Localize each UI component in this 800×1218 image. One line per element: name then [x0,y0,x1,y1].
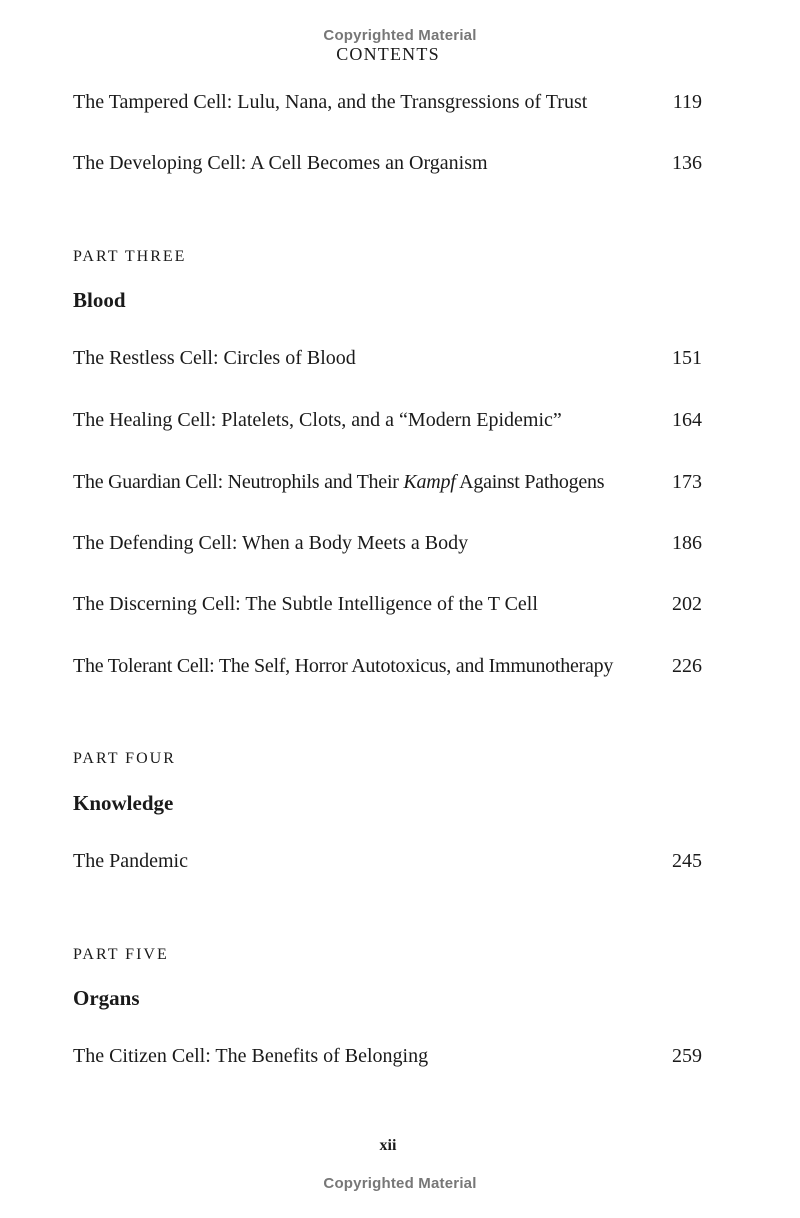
toc-entry-page: 151 [672,347,702,369]
part-five-label: PART FIVE [73,946,169,963]
toc-entry [73,848,702,874]
toc-entry-page: 173 [672,471,702,493]
toc-entry-title-end: Against Pathogens [455,471,605,493]
part-four-title: Knowledge [73,791,174,815]
toc-entry-title-start: The Guardian Cell: Neutrophils and Their [73,471,404,493]
running-head: CONTENTS [336,44,440,64]
part-three-label: PART THREE [73,248,187,265]
toc-entry [73,407,702,433]
toc-entry-title-emphasis: Kampf [403,471,456,493]
copyright-watermark-top: Copyrighted Material [323,27,477,44]
toc-entry-title: The Tolerant Cell: The Self, Horror Autotoxicus, and Immunotherapy [73,655,614,677]
part-five-title: Organs [73,986,140,1010]
toc-entry [73,530,702,556]
toc-entry-title: The Pandemic [73,850,188,872]
toc-entry-title: The Tampered Cell: Lulu, Nana, and the Transgressions of Trust [73,91,588,113]
toc-entry-page: 136 [672,152,702,174]
toc-entry-title: The Defending Cell: When a Body Meets a Body [73,532,469,554]
toc-entry-page: 226 [672,655,702,677]
toc-entry-page: 164 [672,409,702,431]
toc-entry-page: 202 [672,593,702,615]
toc-entry-title: The Discerning Cell: The Subtle Intelligence of the T Cell [73,593,538,615]
toc-entry-title: The Citizen Cell: The Benefits of Belonging [73,1045,429,1067]
toc-entry-title: The Developing Cell: A Cell Becomes an Organism [73,152,488,174]
part-four-label: PART FOUR [73,750,176,767]
part-three-title: Blood [73,288,126,312]
toc-entry [73,150,702,176]
toc-entry [73,89,702,115]
toc-entry [73,591,702,617]
toc-entry [73,653,702,679]
toc-entry-page: 119 [672,91,702,113]
toc-entry [73,1043,702,1069]
toc-entry-title: The Restless Cell: Circles of Blood [73,347,356,369]
page-number: xii [379,1137,397,1154]
toc-entry-page: 186 [672,532,702,554]
toc-entry-title [73,469,604,495]
toc-entry-page: 245 [672,850,702,872]
copyright-watermark-bottom: Copyrighted Material [323,1175,477,1192]
toc-entry [73,345,702,371]
toc-entry-page: 259 [672,1045,702,1067]
toc-entry [73,469,702,495]
toc-entry-title: The Healing Cell: Platelets, Clots, and a “Modern Epidemic” [73,409,562,431]
